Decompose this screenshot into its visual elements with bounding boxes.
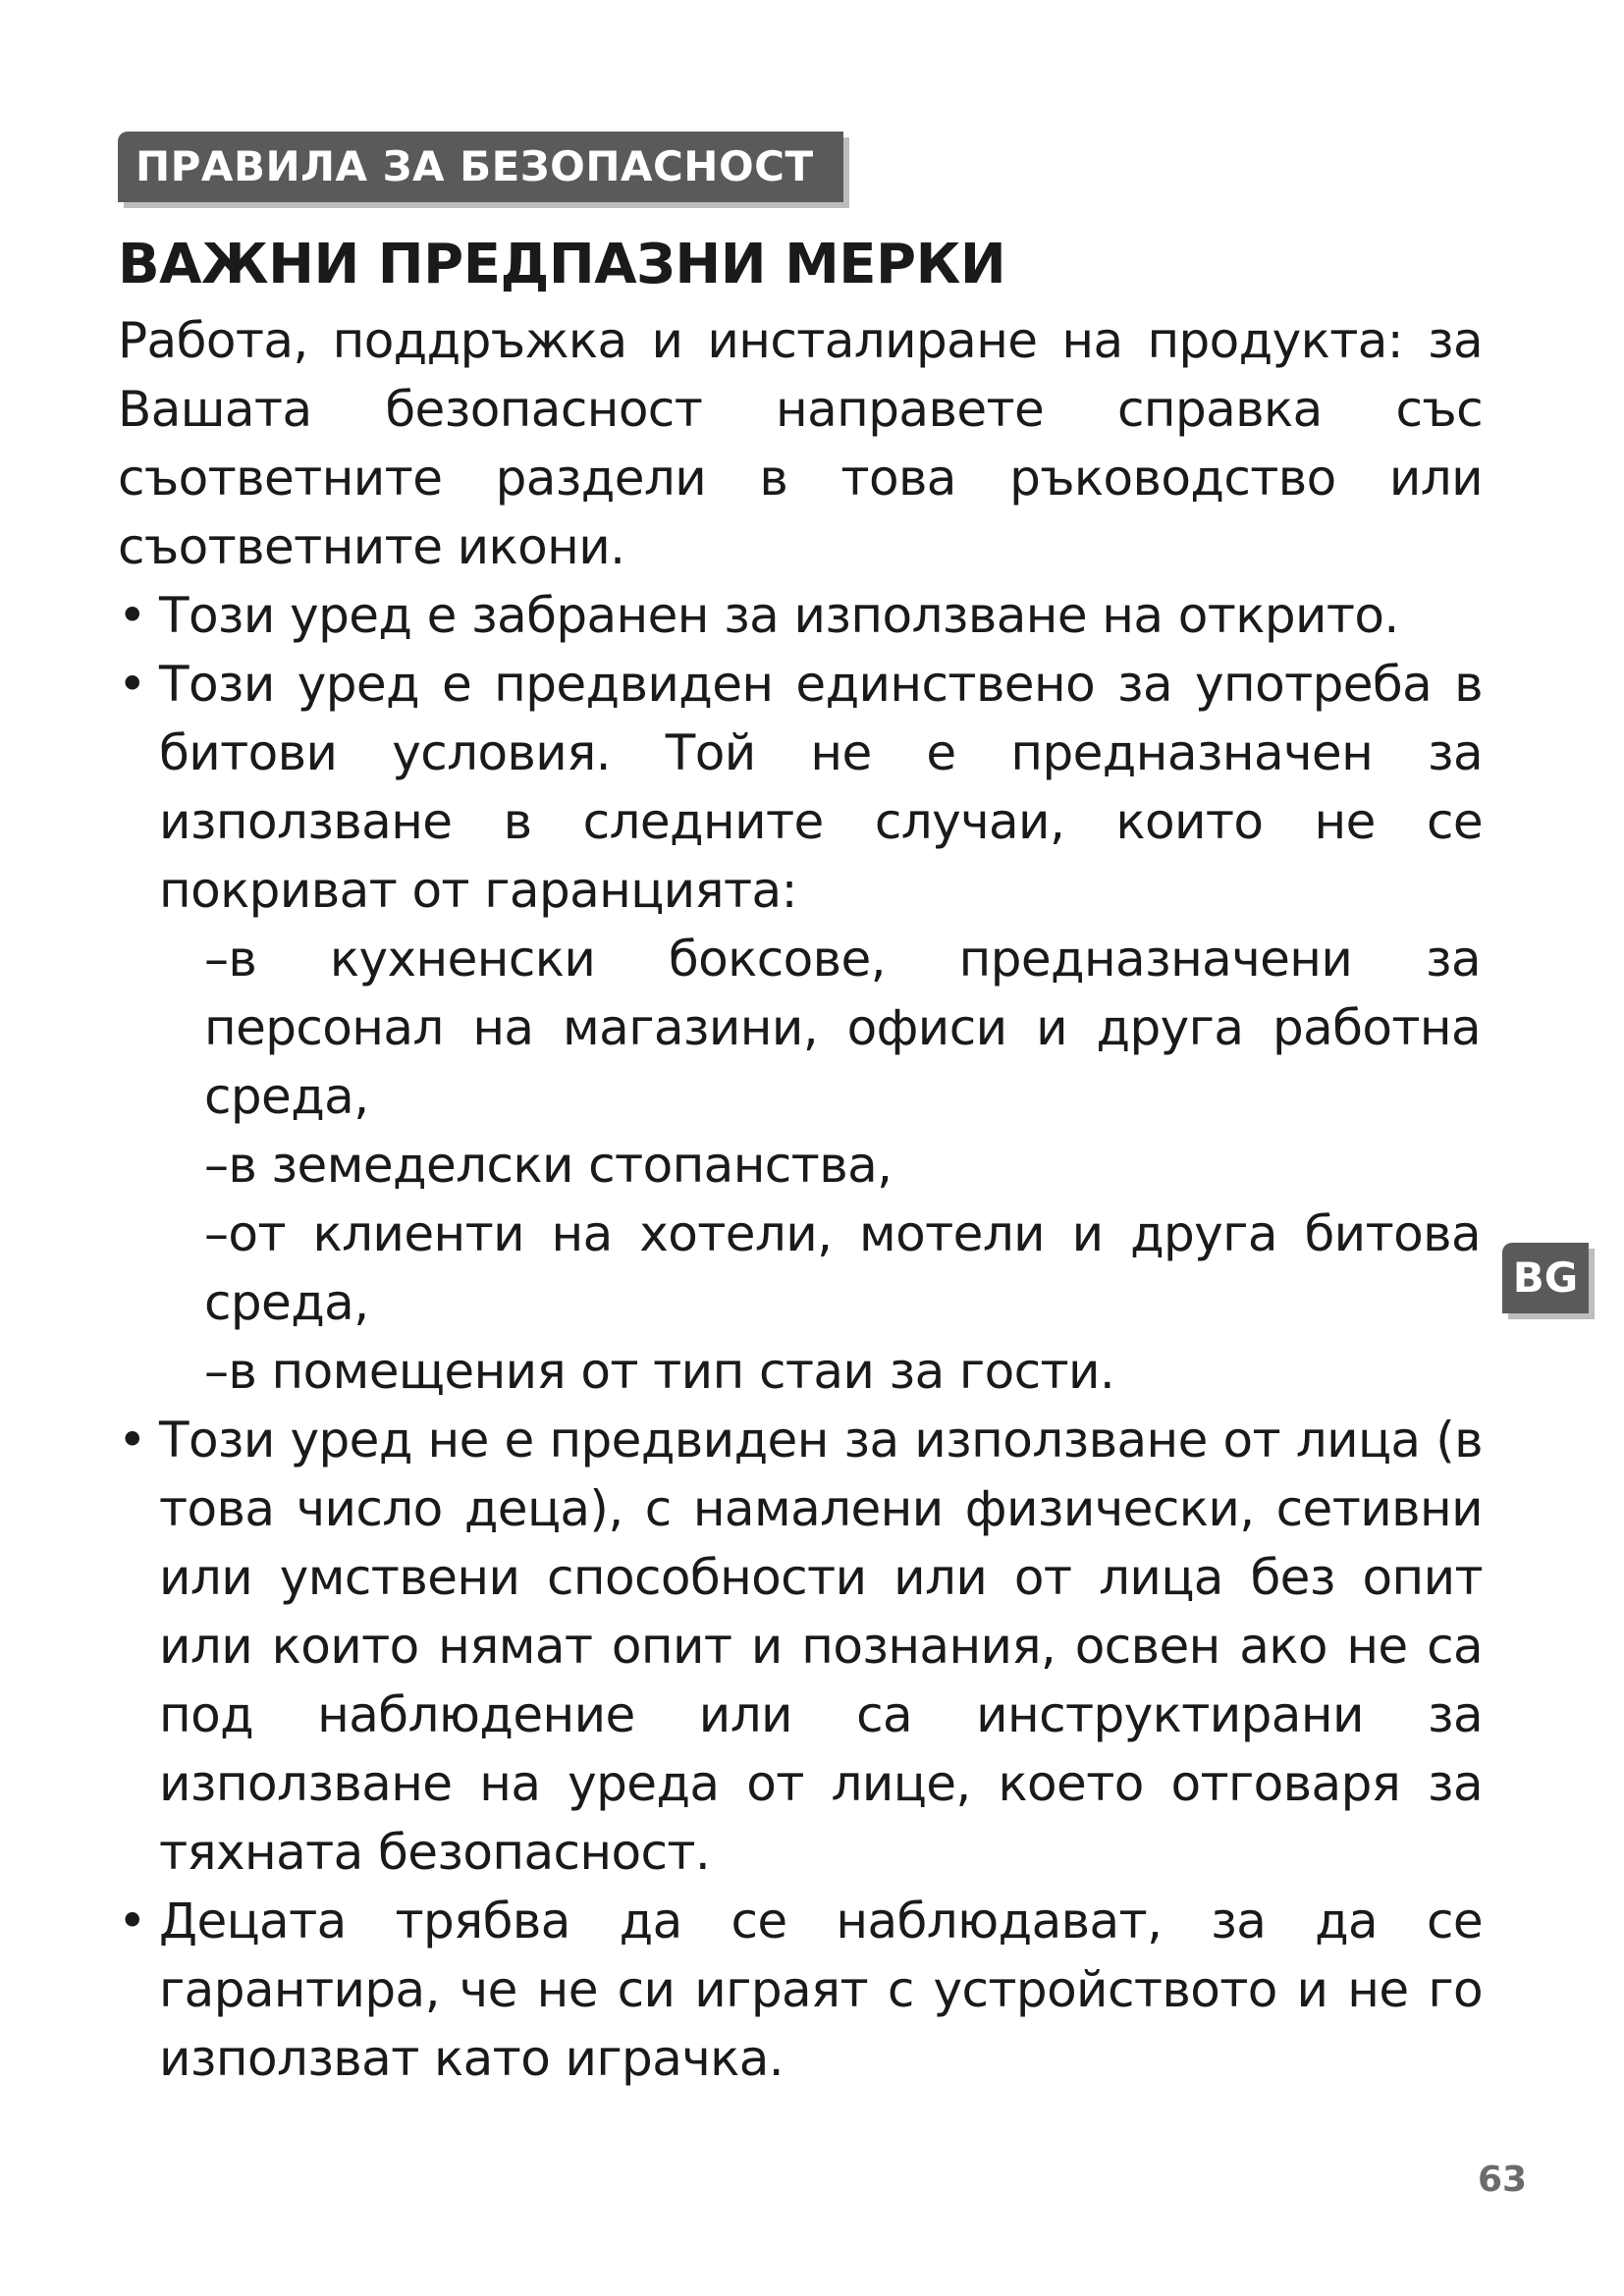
list-item	[118, 1887, 1483, 2093]
bullet-icon: •	[118, 1893, 146, 1949]
bullet-icon: •	[118, 1412, 146, 1468]
sub-list-item: –в земеделски стопанства,	[204, 1137, 893, 1194]
list-item	[118, 1406, 1483, 1887]
list-item-text: Този уред е забранен за използване на открито.	[159, 587, 1399, 644]
bullet-icon: •	[118, 587, 146, 644]
sub-list-item: –от клиенти на хотели, мотели и друга битова среда,	[204, 1205, 1481, 1331]
language-tab: BG	[1502, 1243, 1589, 1313]
page-heading: ВАЖНИ ПРЕДПАЗНИ МЕРКИ	[118, 233, 1006, 296]
main-content	[118, 224, 1492, 2093]
sub-list-item: –в помещения от тип стаи за гости.	[204, 1343, 1115, 1400]
list-item-text: Този уред е предвиден единствено за употреба в битови условия. Той не е предназначен за използване в следните случаи, които не се покриват от гаранцията:	[159, 656, 1483, 919]
page-number: 63	[1477, 2160, 1528, 2200]
list-item-text: Този уред не е предвиден за използване от лица (в това число деца), с намалени физически, сетивни или умствени способности или от лица без опит или които нямат опит и познания, освен ако не са под наблюдение или са инструктирани за използване на уреда от лице, което отговаря за тяхната безопасност.	[159, 1412, 1483, 1881]
safety-list	[118, 581, 1492, 2093]
sub-list	[159, 925, 1483, 1406]
section-title-tab: ПРАВИЛА ЗА БЕЗОПАСНОСТ	[118, 132, 843, 202]
intro-paragraph: Работа, поддръжка и инсталиране на продукта: за Вашата безопасност направете справка със съответните раздели в това ръководство или съответните икони.	[118, 312, 1483, 575]
bullet-icon: •	[118, 656, 146, 713]
list-item	[118, 650, 1483, 1406]
list-item	[118, 581, 1483, 650]
sub-list-item: –в кухненски боксове, предназначени за персонал на магазини, офиси и друга работна среда,	[204, 931, 1481, 1125]
list-item-text: Децата трябва да се наблюдават, за да се гарантира, че не си играят с устройството и не го използват като играчка.	[159, 1893, 1483, 2087]
